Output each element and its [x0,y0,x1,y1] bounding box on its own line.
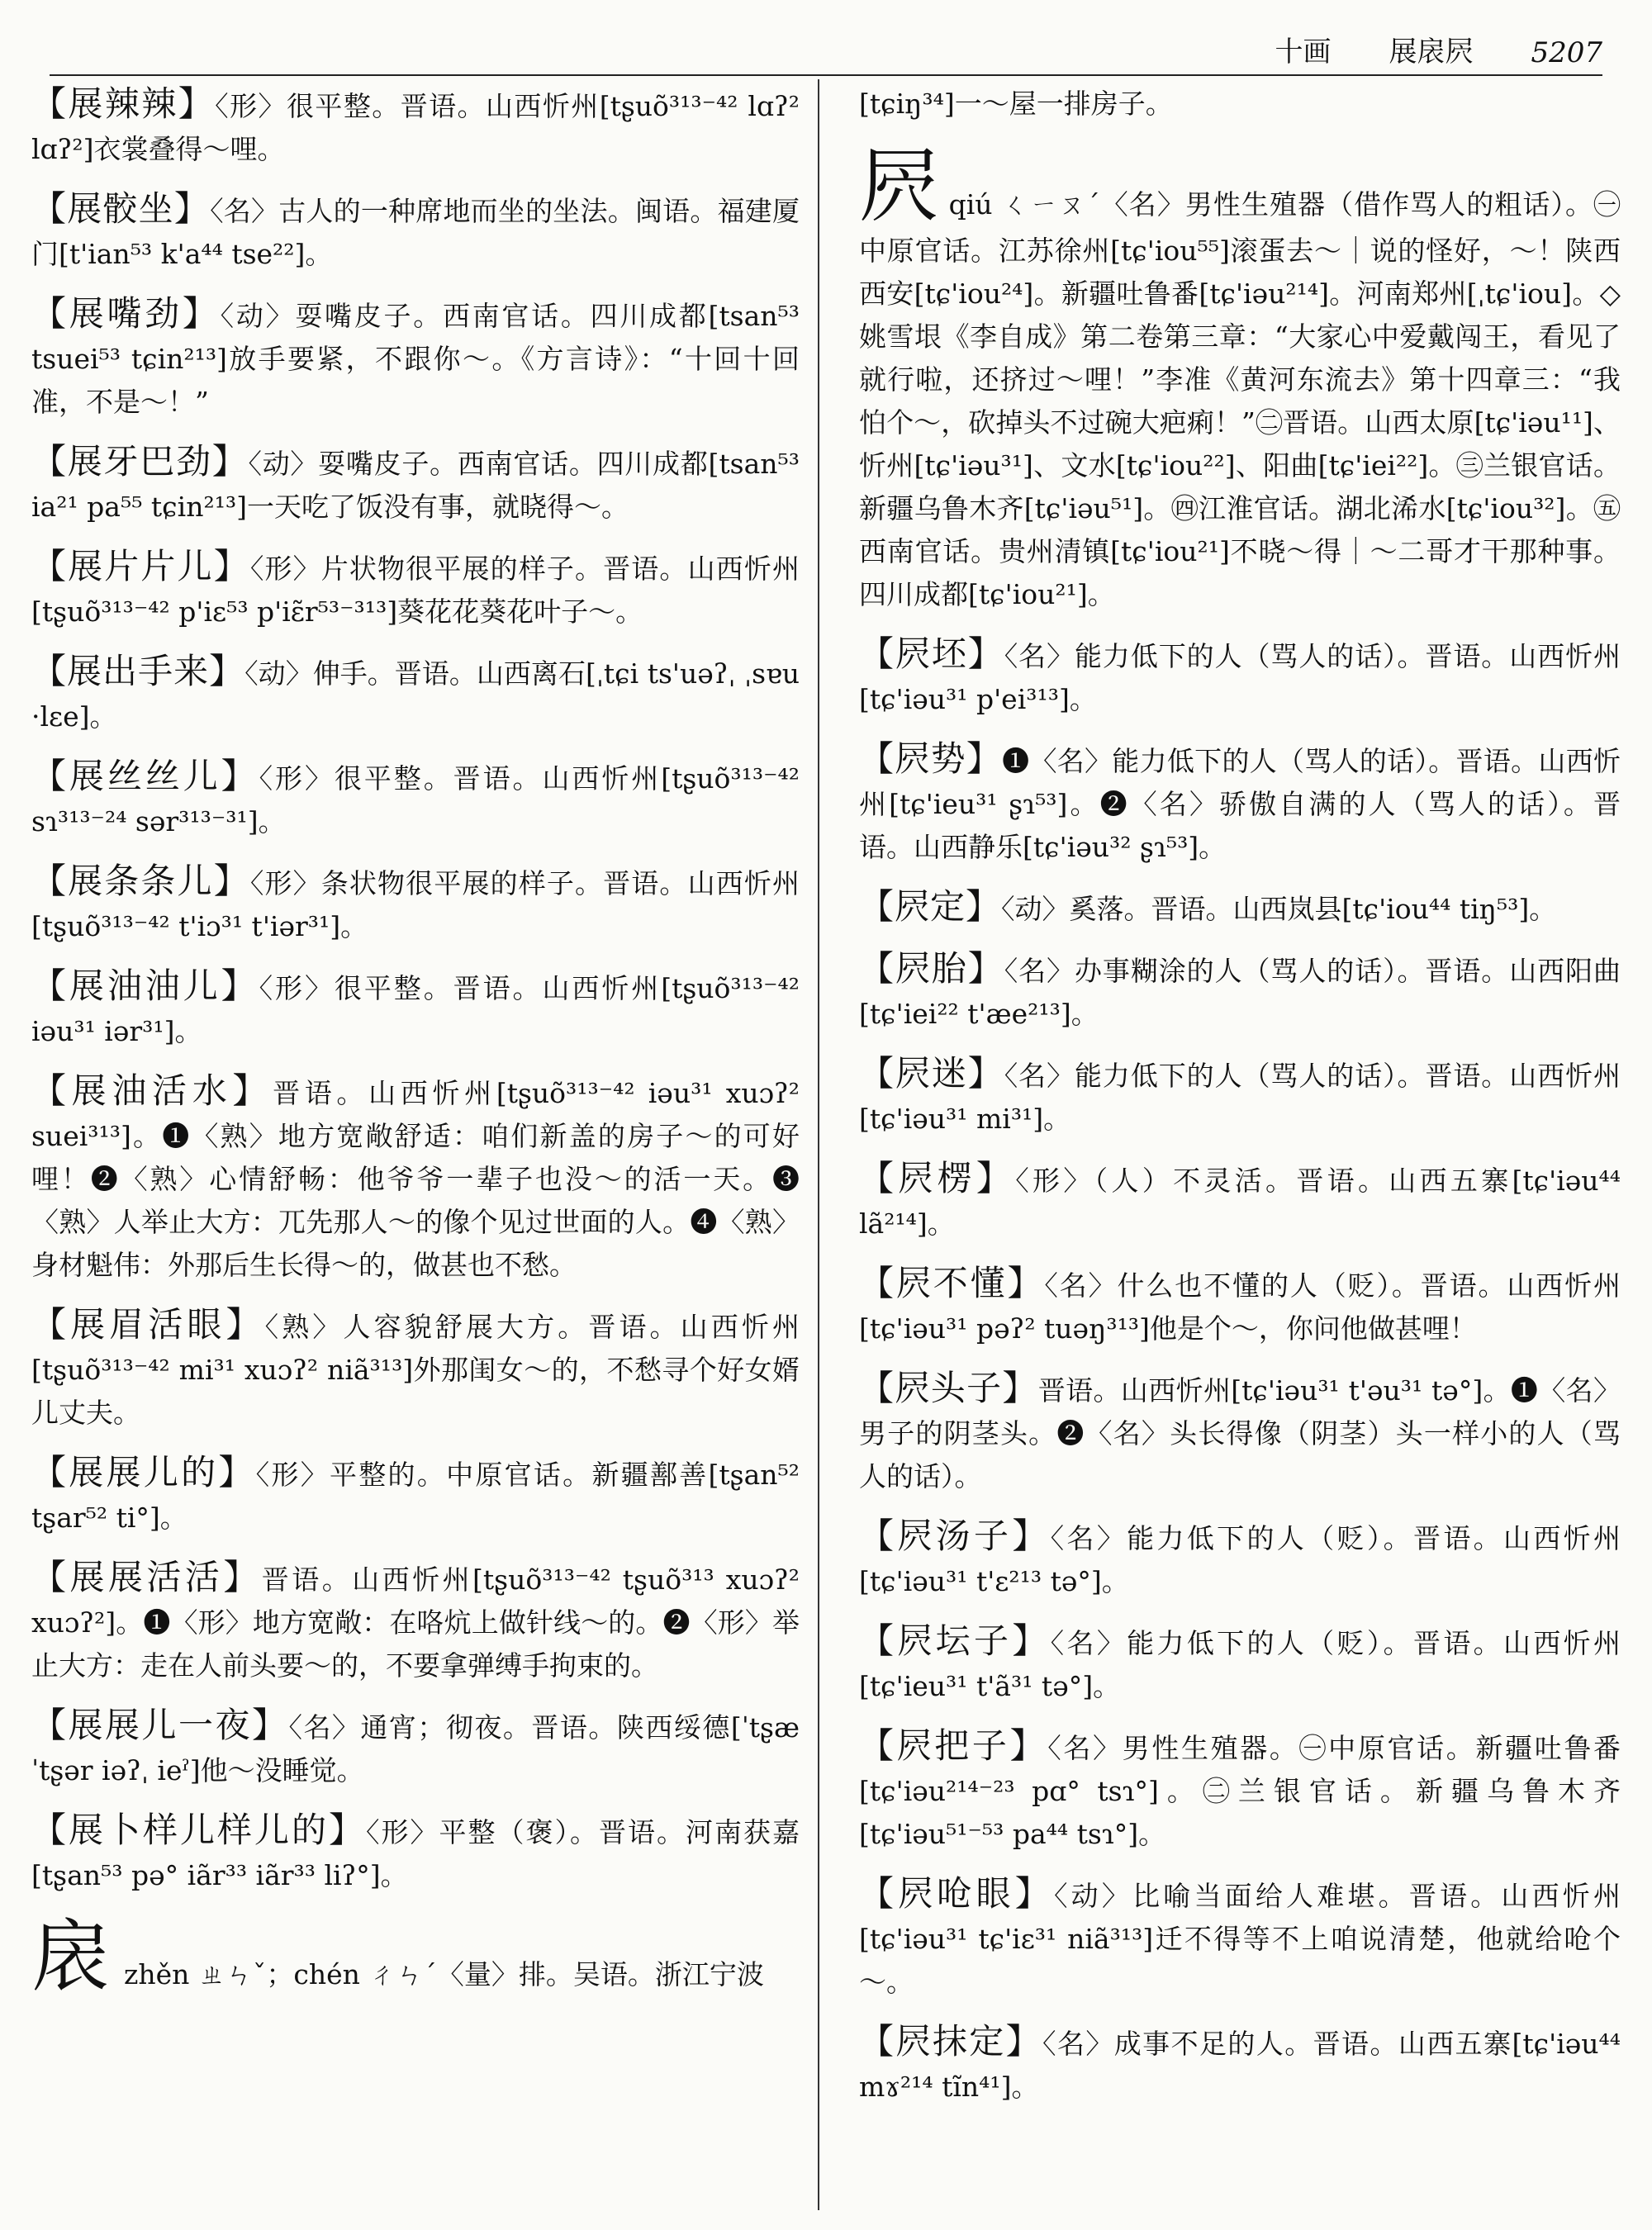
definition: 〈动〉耍嘴皮子。西南官话。四川成都[tsan⁵³ ia²¹ pa⁵⁵ tɕin²¹³]一天吃了饭没有事，就晓得～。 [31,448,800,523]
headword: 【屄呛眼】 [859,1873,1054,1914]
definition: 〈名〉能力低下的人（骂人的话）。晋语。山西忻州[tɕ'iəu³¹ p'ei³¹³]。 [859,640,1621,715]
headword: 【展展儿的】 [31,1452,256,1492]
headword: 【展油活水】 [31,1070,273,1111]
entry [31,1809,800,1897]
headword: 【展骹坐】 [31,188,211,229]
headword: 【屄坛子】 [859,1620,1051,1661]
definition: 晋语。山西忻州[tɕ'iəu³¹ t'əu³¹ tə°]。❶〈名〉男子的阴茎头。❷〈名〉头长得像（阴茎）头一样小的人（骂人的话）。 [859,1374,1621,1492]
headword: 【屄汤子】 [859,1516,1051,1556]
left-column [31,83,800,2016]
definition: 〈名〉能力低下的人（贬）。晋语。山西忻州[tɕ'iəu³¹ t'ɛ²¹³ tə°]。 [859,1522,1621,1597]
definition: 晋语。山西忻州[tʂuõ³¹³⁻⁴² iəu³¹ xuɔʔ² suei³¹³]。❶〈熟〉地方宽敞舒适：咱们新盖的房子～的可好哩！❷〈熟〉心情舒畅：他爷爷一辈子也没～的活一天。❸〈熟〉人举止大方：兀先那人～的像个见过世面的人。❹〈熟〉身材魁伟：外那后生长得～的，做甚也不愁。 [31,1077,800,1281]
headword: 【屄把子】 [859,1725,1048,1766]
definition: 〈形〉片状物很平展的样子。晋语。山西忻州[tʂuõ³¹³⁻⁴² p'iɛ⁵³ p'iɛ̃r⁵³⁻³¹³]葵花花葵花叶子～。 [31,553,800,628]
entry [31,187,800,276]
definition: 〈名〉成事不足的人。晋语。山西五寨[tɕ'iəu⁴⁴ mɤ²¹⁴ tĩn⁴¹]。 [859,2028,1621,2103]
entry [31,1556,800,1687]
headword: 【屄抹定】 [859,2021,1043,2062]
definition: 〈动〉伸手。晋语。山西离石[ˌtɕi ts'uəʔˌ ˌsɐu ·lɛe]。 [31,657,800,733]
entry [31,650,800,738]
definition: 〈动〉比喻当面给人难堪。晋语。山西忻州[tɕ'iəu³¹ tɕ'iɛ³¹ niã³¹³]迁不得等不上咱说清楚，他就给呛个～。 [859,1880,1621,1998]
entry [31,292,800,424]
headword: 【展嘴劲】 [31,293,221,334]
right-column [859,83,1621,2125]
entry [859,1620,1621,1708]
definition: 〈动〉耍嘴皮子。西南官话。四川成都[tsan⁵³ tsuei⁵³ tɕin²¹³]放手要紧，不跟你～。《方言诗》：“十回十回准，不是～！” [31,300,800,418]
headword: 【展展活活】 [31,1557,262,1597]
page-number: 5207 [1531,36,1602,69]
headword: 【屄坯】 [859,633,1004,674]
definition: ❶〈名〉能力低下的人（骂人的话）。晋语。山西忻州[tɕ'ieu³¹ ʂɿ⁵³]。❷〈名〉骄傲自满的人（骂人的话）。晋语。山西静乐[tɕ'iəu³² ʂɿ⁵³]。 [859,745,1621,863]
entry [31,1303,800,1435]
entry [859,738,1621,869]
definition: 晋语。山西忻州[tʂuõ³¹³⁻⁴² tʂuõ³¹³ xuɔʔ² xuɔʔ²]。❶〈形〉地方宽敞：在咯炕上做针线～的。❷〈形〉举止大方：走在人前头要～的，不要拿弹缚手拘束的。 [31,1563,800,1682]
column-divider [818,79,819,2210]
entry [31,1070,800,1287]
definition: 〈动〉奚落。晋语。山西岚县[tɕ'iou⁴⁴ tiŋ⁵³]。 [1001,893,1557,925]
entry [859,1725,1621,1856]
entry [859,633,1621,721]
section-label: 十画 [1275,36,1332,69]
definition: 〈名〉办事糊涂的人（骂人的话）。晋语。山西阳曲[tɕ'iei²² t'æe²¹³]。 [859,955,1621,1030]
entry [859,1262,1621,1350]
headword: 【展条条儿】 [31,861,250,901]
entry [859,885,1621,931]
definition: 〈形〉平整的。中原官话。新疆鄯善[tʂan⁵² tʂar⁵² ti°]。 [31,1459,800,1534]
entry [859,1367,1621,1498]
headword: 【展眉活眼】 [31,1304,265,1345]
entry [31,965,800,1053]
entry [31,860,800,948]
entry [31,1704,800,1792]
definition: 〈形〉很平整。晋语。山西忻州[tʂuõ³¹³⁻⁴² iəu³¹ iər³¹]。 [31,972,800,1047]
definition: 〈名〉通宵；彻夜。晋语。陕西绥德[ˈtʂæ ˈtʂər iəʔˌ ieˀ]他～没睡觉。 [31,1711,800,1786]
definition: 〈形〉很平整。晋语。山西忻州[tʂuõ³¹³⁻⁴² sɿ³¹³⁻²⁴ sər³¹³⁻³¹]。 [31,762,800,837]
headword: 【展展儿一夜】 [31,1705,289,1745]
entry [31,545,800,633]
headword: 【展丝丝儿】 [31,756,259,796]
entry [859,1872,1621,2004]
headword: 【屄头子】 [859,1368,1038,1408]
entry [859,1515,1621,1603]
headword: 【屄楞】 [859,1158,1016,1198]
entry [31,83,800,171]
entry [31,440,800,529]
character-definition: zhěn ㄓㄣˇ；chén ㄔㄣˊ〈量〉排。吴语。浙江宁波 [124,1958,764,1990]
headword: 【展辣辣】 [31,83,216,124]
character-definition: qiú ㄑㄧㄡˊ〈名〉男性生殖器（借作骂人的粗话）。㊀中原官话。江苏徐州[tɕ'iou⁵⁵]滚蛋去～｜说的怪好，～！陕西西安[tɕ'iou²⁴]。新疆吐鲁番[tɕ'iəu²¹⁴]。河南郑州[ˌtɕ'iou]。◇姚雪垠《李自成》第二卷第三章：“大家心中爱戴闯王，看见了就行啦，还挤过～哩！”李准《黄河东流去》第十四章三：“我怕个～，砍掉头不过碗大疤痢！”㊁晋语。山西太原[tɕ'iəu¹¹]、忻州[tɕ'iəu³¹]、文水[tɕ'iou²²]、阳曲[tɕ'iei²²]。㊂兰银官话。新疆乌鲁木齐[tɕ'iəu⁵¹]。㊃江淮官话。湖北浠水[tɕ'iou³²]。㊄西南官话。贵州清镇[tɕ'iou²¹]不晓～得｜～二哥才干那种事。四川成都[tɕ'iou²¹]。 [859,188,1621,610]
header-chars: 展扆屄 [1389,36,1474,69]
definition: 〈形〉很平整。晋语。山西忻州[tʂuõ³¹³⁻⁴² lɑʔ² lɑʔ²]衣裳叠得～哩。 [31,90,800,165]
character-entry [31,1910,800,2003]
headword: 【展油油儿】 [31,966,259,1006]
headword: 【展卜样儿样儿的】 [31,1810,366,1850]
definition: 〈形〉条状物很平展的样子。晋语。山西忻州[tʂuõ³¹³⁻⁴² t'iɔ³¹ t'iər³¹]。 [31,867,800,942]
entry [859,947,1621,1036]
definition: 〈熟〉人容貌舒展大方。晋语。山西忻州[tʂuõ³¹³⁻⁴² mi³¹ xuɔʔ² niã³¹³]外那闺女～的，不愁寻个好女婿儿丈夫。 [31,1311,800,1429]
headword: 【展片片儿】 [31,546,250,586]
entry [859,2020,1621,2109]
definition: 〈形〉（人）不灵活。晋语。山西五寨[tɕ'iəu⁴⁴ lã²¹⁴]。 [859,1165,1621,1240]
definition: 〈名〉能力低下的人（骂人的话）。晋语。山西忻州[tɕ'iəu³¹ mi³¹]。 [859,1060,1621,1135]
headword: 【展出手来】 [31,651,245,691]
headword: 【屄胎】 [859,948,1004,989]
definition: 〈名〉男性生殖器。㊀中原官话。新疆吐鲁番[tɕ'iəu²¹⁴⁻²³ pɑ° tsɿ°]。㊁兰银官话。新疆乌鲁木齐[tɕ'iəu⁵¹⁻⁵³ pa⁴⁴ tsɿ°]。 [859,1732,1621,1850]
running-head [50,23,1602,76]
entry [859,1157,1621,1245]
headword: 【屄迷】 [859,1053,1004,1094]
head-character: 屄 [859,140,940,233]
definition: 〈名〉能力低下的人（贬）。晋语。山西忻州[tɕ'ieu³¹ t'ã³¹ tə°]。 [859,1627,1621,1702]
headword: 【屄势】 [859,738,1003,779]
headword: 【展牙巴劲】 [31,441,249,482]
continued-text: [tɕiŋ³⁴]一～屋一排房子。 [859,88,1173,120]
entry [859,1052,1621,1141]
definition: 〈形〉平整（褒）。晋语。河南获嘉[tʂan⁵³ pə° iãr³³ iãr³³ liʔ°]。 [31,1816,800,1891]
headword: 【屄定】 [859,886,1002,927]
definition: 〈名〉什么也不懂的人（贬）。晋语。山西忻州[tɕ'iəu³¹ pəʔ² tuəŋ³¹³]他是个～，你问他做甚哩！ [859,1269,1621,1345]
headword: 【屄不懂】 [859,1263,1045,1303]
head-character: 扆 [31,1910,111,2003]
entry [31,755,800,843]
entry [31,1451,800,1540]
definition: 〈名〉古人的一种席地而坐的坐法。闽语。福建厦门[t'ian⁵³ k'a⁴⁴ tse²²]。 [31,195,800,270]
character-entry [859,140,1621,616]
